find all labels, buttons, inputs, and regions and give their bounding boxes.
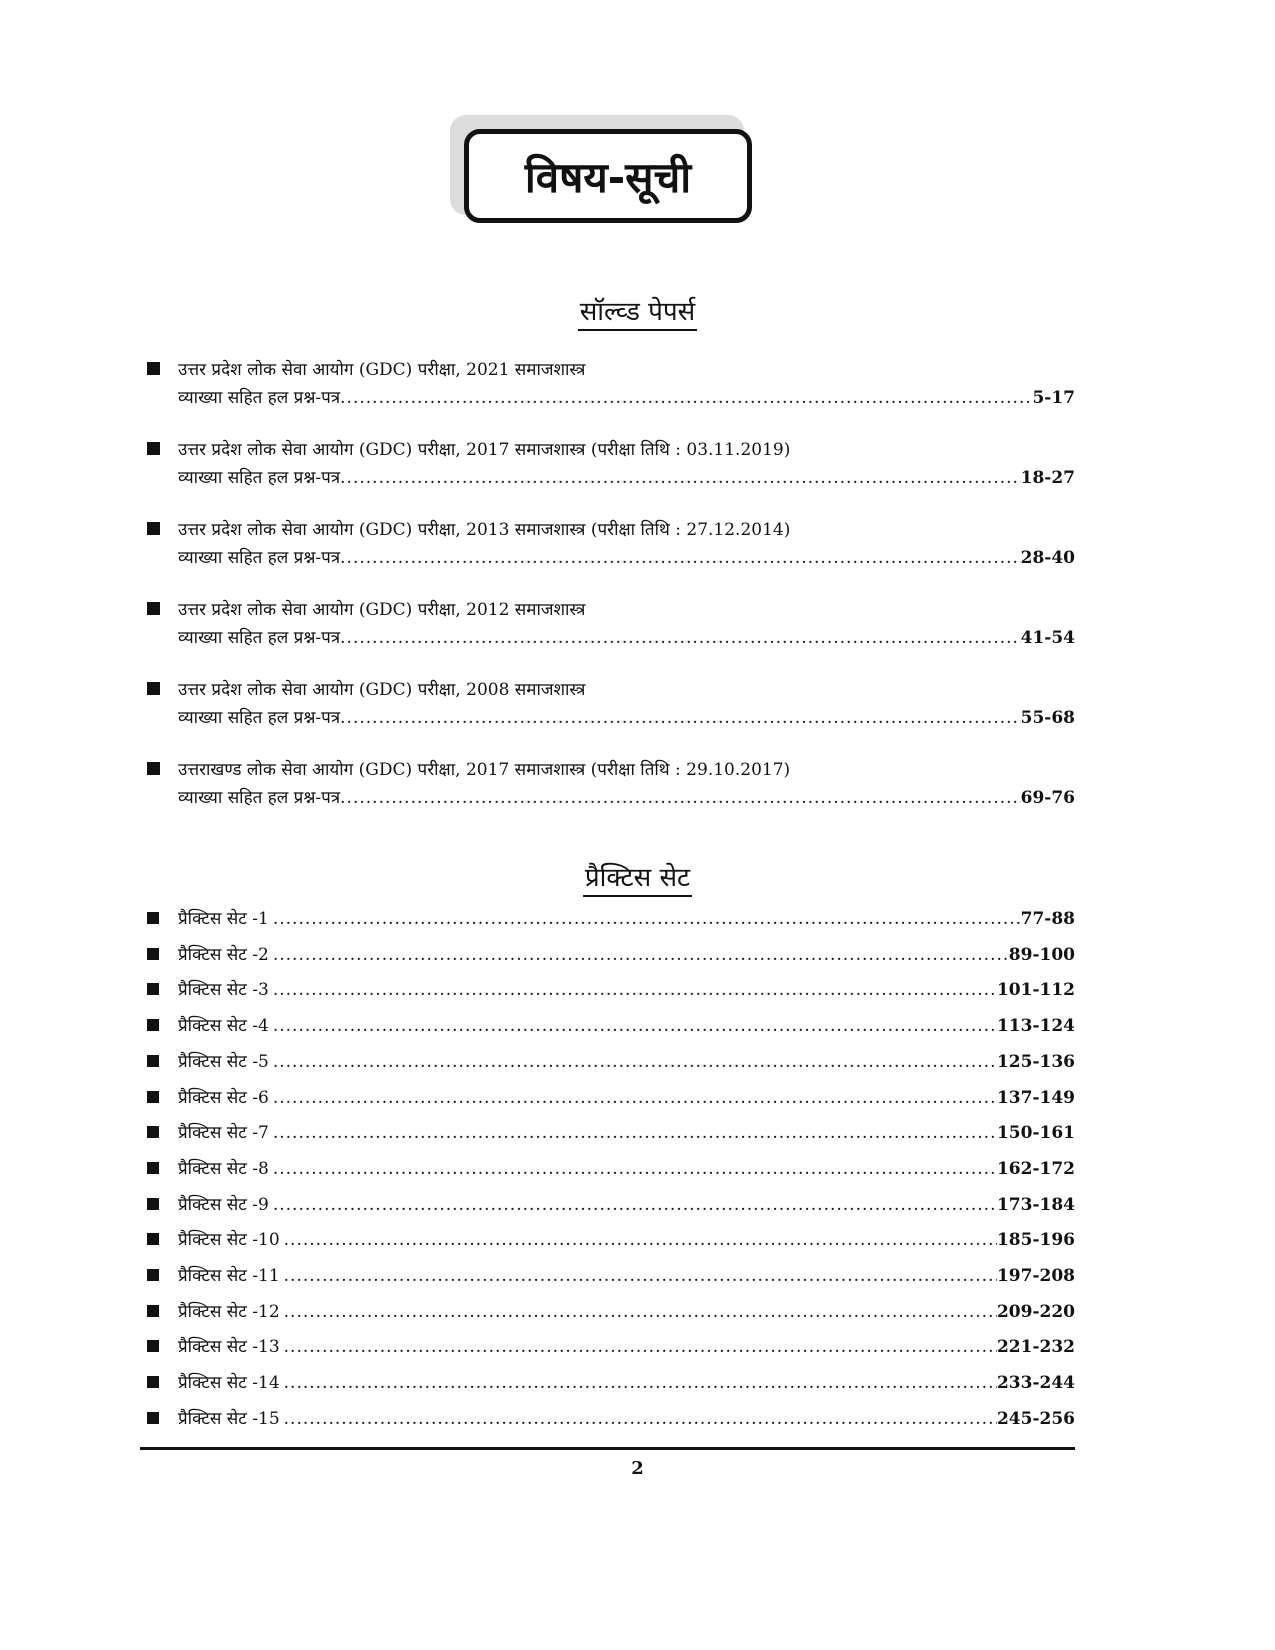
solved-papers-heading: [0, 292, 1275, 328]
practice-sets-heading: [0, 858, 1275, 894]
entry-title: उत्तर प्रदेश लोक सेवा आयोग (GDC) परीक्षा, 2017 समाजशास्त्र (परीक्षा तिथि : 03.11.2019): [178, 440, 791, 460]
entry-page-range: 245-256: [996, 1408, 1075, 1429]
entry-page-range: 197-208: [996, 1266, 1075, 1286]
leader-dots: [284, 1302, 997, 1322]
entry-leader-row: [178, 1406, 1075, 1429]
entry-page-range: 162-172: [996, 1158, 1075, 1179]
entry-leader-row: [178, 785, 1075, 808]
square-bullet-icon: [147, 912, 159, 924]
entry-page-range: 209-220: [996, 1301, 1075, 1322]
entry-page-range: 173-184: [996, 1194, 1075, 1215]
entry-title: उत्तर प्रदेश लोक सेवा आयोग (GDC) परीक्षा, 2013 समाजशास्त्र (परीक्षा तिथि : 27.12.2014): [178, 520, 791, 540]
entry-page-range: 125-136: [996, 1051, 1075, 1072]
entry-leader-row: [178, 1334, 1075, 1357]
square-bullet-icon: [147, 1340, 159, 1352]
entry-leader-row: [178, 1263, 1075, 1286]
entry-page-range: 28-40: [1020, 548, 1075, 568]
entry-page-range: 77-88: [1020, 909, 1075, 929]
entry-leader-row: [178, 1085, 1075, 1108]
leader-dots: [273, 1195, 997, 1215]
entry-page-range: 69-76: [1020, 788, 1075, 808]
page-title: विषय-सूची: [524, 152, 692, 202]
entry-leader-row: [178, 906, 1075, 929]
square-bullet-icon: [147, 1055, 159, 1067]
entry-title: उत्तराखण्ड लोक सेवा आयोग (GDC) परीक्षा, 2017 समाजशास्त्र (परीक्षा तिथि : 29.10.2017): [178, 760, 791, 780]
leader-dots: [273, 1159, 997, 1179]
page-number: 2: [631, 1458, 644, 1479]
entry-leader-row: [178, 465, 1075, 488]
entry-leader-row: [178, 1227, 1075, 1250]
square-bullet-icon: [147, 362, 160, 375]
entry-leader-row: [178, 625, 1075, 648]
leader-dots: [340, 388, 1032, 408]
square-bullet-icon: [147, 442, 160, 455]
entry-page-range: 55-68: [1020, 708, 1075, 728]
square-bullet-icon: [147, 1269, 159, 1281]
leader-dots: [284, 1230, 997, 1250]
entry-page-range: 150-161: [996, 1123, 1075, 1144]
entry-leader-row: [178, 385, 1075, 408]
leader-dots: [273, 1052, 997, 1072]
square-bullet-icon: [147, 1233, 159, 1245]
practice-set-label: प्रैक्टिस सेट -1: [178, 909, 269, 929]
entry-leader-row: [178, 545, 1075, 568]
entry-subtitle: व्याख्या सहित हल प्रश्न-पत्र: [178, 468, 341, 488]
entry-subtitle: व्याख्या सहित हल प्रश्न-पत्र: [178, 628, 341, 648]
entry-title: उत्तर प्रदेश लोक सेवा आयोग (GDC) परीक्षा, 2012 समाजशास्त्र: [178, 600, 586, 620]
square-bullet-icon: [147, 522, 160, 535]
entry-page-range: 41-54: [1020, 628, 1075, 648]
square-bullet-icon: [147, 1412, 159, 1424]
practice-set-label: प्रैक्टिस सेट -12: [178, 1301, 280, 1322]
leader-dots: [340, 708, 1020, 728]
square-bullet-icon: [147, 1198, 159, 1210]
leader-dots: [273, 1016, 997, 1036]
solved-papers-heading-text: सॉल्व्ड पेपर्स: [578, 297, 698, 331]
leader-dots: [340, 788, 1020, 808]
square-bullet-icon: [147, 1162, 159, 1174]
leader-dots: [273, 980, 997, 1000]
leader-dots: [273, 909, 1021, 929]
entry-title: उत्तर प्रदेश लोक सेवा आयोग (GDC) परीक्षा, 2008 समाजशास्त्र: [178, 680, 586, 700]
entry-page-range: 18-27: [1020, 468, 1075, 488]
entry-page-range: 113-124: [996, 1016, 1075, 1037]
entry-subtitle: व्याख्या सहित हल प्रश्न-पत्र: [178, 548, 341, 568]
entry-title: उत्तर प्रदेश लोक सेवा आयोग (GDC) परीक्षा, 2021 समाजशास्त्र: [178, 360, 586, 380]
practice-sets-heading-text: प्रैक्टिस सेट: [583, 863, 692, 897]
entry-page-range: 101-112: [996, 980, 1075, 1001]
entry-page-range: 233-244: [996, 1373, 1075, 1394]
leader-dots: [284, 1409, 997, 1429]
entry-page-range: 137-149: [996, 1087, 1075, 1108]
square-bullet-icon: [147, 1019, 159, 1031]
practice-set-label: प्रैक्टिस सेट -3: [178, 980, 269, 1001]
practice-set-label: प्रैक्टिस सेट -6: [178, 1087, 269, 1108]
entry-subtitle: व्याख्या सहित हल प्रश्न-पत्र: [178, 788, 341, 808]
entry-subtitle: व्याख्या सहित हल प्रश्न-पत्र: [178, 388, 341, 408]
entry-leader-row: [178, 1192, 1075, 1215]
entry-leader-row: [178, 1120, 1075, 1143]
practice-set-label: प्रैक्टिस सेट -2: [178, 944, 269, 965]
leader-dots: [273, 1123, 997, 1143]
practice-set-label: प्रैक्टिस सेट -15: [178, 1408, 280, 1429]
practice-set-label: प्रैक्टिस सेट -9: [178, 1194, 269, 1215]
square-bullet-icon: [147, 1376, 159, 1388]
practice-set-label: प्रैक्टिस सेट -4: [178, 1016, 269, 1037]
entry-leader-row: [178, 977, 1075, 1000]
entry-page-range: 221-232: [996, 1337, 1075, 1358]
entry-page-range: 185-196: [996, 1230, 1075, 1251]
square-bullet-icon: [147, 682, 160, 695]
practice-set-label: प्रैक्टिस सेट -10: [178, 1230, 280, 1251]
entry-leader-row: [178, 1013, 1075, 1036]
practice-set-label: प्रैक्टिस सेट -5: [178, 1051, 269, 1072]
square-bullet-icon: [147, 983, 159, 995]
entry-leader-row: [178, 942, 1075, 965]
entry-subtitle: व्याख्या सहित हल प्रश्न-पत्र: [178, 708, 341, 728]
leader-dots: [273, 945, 1009, 965]
entry-leader-row: [178, 1049, 1075, 1072]
square-bullet-icon: [147, 948, 159, 960]
leader-dots: [284, 1266, 997, 1286]
leader-dots: [284, 1373, 997, 1393]
square-bullet-icon: [147, 1091, 159, 1103]
practice-set-label: प्रैक्टिस सेट -8: [178, 1158, 269, 1179]
entry-leader-row: [178, 1299, 1075, 1322]
practice-set-label: प्रैक्टिस सेट -14: [178, 1373, 280, 1394]
leader-dots: [273, 1088, 997, 1108]
practice-set-label: प्रैक्टिस सेट -7: [178, 1123, 269, 1144]
title-box: [464, 129, 752, 223]
square-bullet-icon: [147, 602, 160, 615]
leader-dots: [284, 1337, 997, 1357]
practice-set-label: प्रैक्टिस सेट -13: [178, 1337, 280, 1358]
square-bullet-icon: [147, 762, 160, 775]
leader-dots: [340, 628, 1020, 648]
entry-leader-row: [178, 705, 1075, 728]
entry-page-range: 89-100: [1008, 944, 1075, 965]
title-frame: [450, 115, 762, 233]
footer-rule: [140, 1447, 1075, 1450]
leader-dots: [340, 468, 1020, 488]
entry-leader-row: [178, 1370, 1075, 1393]
square-bullet-icon: [147, 1126, 159, 1138]
square-bullet-icon: [147, 1305, 159, 1317]
leader-dots: [340, 548, 1020, 568]
entry-leader-row: [178, 1156, 1075, 1179]
practice-set-label: प्रैक्टिस सेट -11: [178, 1266, 280, 1286]
entry-page-range: 5-17: [1032, 388, 1075, 408]
